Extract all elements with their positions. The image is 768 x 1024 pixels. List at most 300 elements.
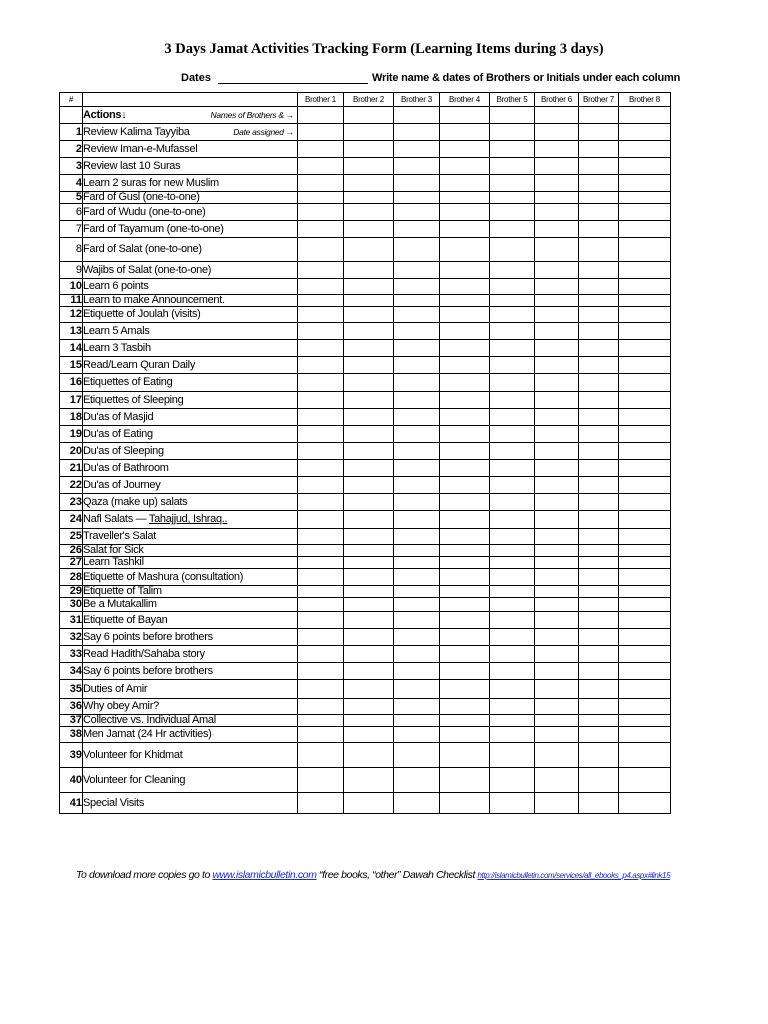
checkoff-cell[interactable] (619, 175, 671, 192)
checkoff-cell[interactable] (440, 727, 490, 743)
checkoff-cell[interactable] (535, 663, 579, 680)
checkoff-cell[interactable] (344, 192, 394, 204)
checkoff-cell[interactable] (344, 680, 394, 699)
checkoff-cell[interactable] (535, 477, 579, 494)
checkoff-cell[interactable] (619, 392, 671, 409)
checkoff-cell[interactable] (490, 392, 535, 409)
checkoff-cell[interactable] (298, 680, 344, 699)
checkoff-cell[interactable] (344, 443, 394, 460)
checkoff-cell[interactable] (394, 557, 440, 569)
checkoff-cell[interactable] (344, 477, 394, 494)
checkoff-cell[interactable] (619, 426, 671, 443)
checkoff-cell[interactable] (394, 192, 440, 204)
checkoff-cell[interactable] (535, 175, 579, 192)
checkoff-cell[interactable] (440, 743, 490, 768)
checkoff-cell[interactable] (440, 586, 490, 598)
checkoff-cell[interactable] (535, 158, 579, 175)
checkoff-cell[interactable] (298, 279, 344, 295)
checkoff-cell[interactable] (579, 262, 619, 279)
checkoff-cell[interactable] (440, 158, 490, 175)
checkoff-cell[interactable] (394, 545, 440, 557)
checkoff-cell[interactable] (394, 392, 440, 409)
checkoff-cell[interactable] (344, 238, 394, 262)
checkoff-cell[interactable] (440, 295, 490, 307)
checkoff-cell[interactable] (298, 663, 344, 680)
checkoff-cell[interactable] (344, 586, 394, 598)
checkoff-cell[interactable] (490, 680, 535, 699)
checkoff-cell[interactable] (579, 141, 619, 158)
checkoff-cell[interactable] (535, 141, 579, 158)
checkoff-cell[interactable] (440, 307, 490, 323)
checkoff-cell[interactable] (344, 204, 394, 221)
checkoff-cell[interactable] (490, 307, 535, 323)
checkoff-cell[interactable] (490, 158, 535, 175)
checkoff-cell[interactable] (490, 443, 535, 460)
checkoff-cell[interactable] (490, 204, 535, 221)
checkoff-cell[interactable] (394, 768, 440, 793)
checkoff-cell[interactable] (535, 204, 579, 221)
checkoff-cell[interactable] (440, 680, 490, 699)
checkoff-cell[interactable] (490, 715, 535, 727)
checkoff-cell[interactable] (619, 743, 671, 768)
checkoff-cell[interactable] (344, 323, 394, 340)
checkoff-cell[interactable] (298, 357, 344, 374)
checkoff-cell[interactable] (394, 340, 440, 357)
checkoff-cell[interactable] (394, 124, 440, 141)
checkoff-cell[interactable] (298, 192, 344, 204)
checkoff-cell[interactable] (490, 175, 535, 192)
checkoff-cell[interactable] (579, 279, 619, 295)
checkoff-cell[interactable] (394, 680, 440, 699)
checkoff-cell[interactable] (298, 743, 344, 768)
checkoff-cell[interactable] (579, 663, 619, 680)
checkoff-cell[interactable] (298, 727, 344, 743)
checkoff-cell[interactable] (298, 699, 344, 715)
checkoff-cell[interactable] (490, 646, 535, 663)
checkoff-cell[interactable] (619, 586, 671, 598)
checkoff-cell[interactable] (535, 307, 579, 323)
checkoff-cell[interactable] (394, 204, 440, 221)
checkoff-cell[interactable] (535, 768, 579, 793)
checkoff-cell[interactable] (440, 221, 490, 238)
checkoff-cell[interactable] (490, 793, 535, 814)
checkoff-cell[interactable] (440, 175, 490, 192)
checkoff-cell[interactable] (394, 443, 440, 460)
checkoff-cell[interactable] (490, 586, 535, 598)
checkoff-cell[interactable] (394, 323, 440, 340)
checkoff-cell[interactable] (394, 663, 440, 680)
checkoff-cell[interactable] (298, 793, 344, 814)
checkoff-cell[interactable] (579, 477, 619, 494)
checkoff-cell[interactable] (579, 124, 619, 141)
checkoff-cell[interactable] (535, 279, 579, 295)
checkoff-cell[interactable] (579, 629, 619, 646)
checkoff-cell[interactable] (440, 715, 490, 727)
checkoff-cell[interactable] (535, 545, 579, 557)
checkoff-cell[interactable] (619, 158, 671, 175)
checkoff-cell[interactable] (619, 680, 671, 699)
checkoff-cell[interactable] (298, 557, 344, 569)
checkoff-cell[interactable] (619, 238, 671, 262)
checkoff-cell[interactable] (298, 586, 344, 598)
name-entry-cell[interactable] (535, 107, 579, 124)
checkoff-cell[interactable] (579, 175, 619, 192)
checkoff-cell[interactable] (440, 569, 490, 586)
checkoff-cell[interactable] (394, 612, 440, 629)
checkoff-cell[interactable] (298, 715, 344, 727)
checkoff-cell[interactable] (440, 612, 490, 629)
checkoff-cell[interactable] (394, 727, 440, 743)
checkoff-cell[interactable] (490, 192, 535, 204)
checkoff-cell[interactable] (535, 557, 579, 569)
checkoff-cell[interactable] (344, 392, 394, 409)
checkoff-cell[interactable] (440, 557, 490, 569)
checkoff-cell[interactable] (579, 586, 619, 598)
checkoff-cell[interactable] (344, 557, 394, 569)
checkoff-cell[interactable] (344, 279, 394, 295)
checkoff-cell[interactable] (344, 545, 394, 557)
checkoff-cell[interactable] (440, 529, 490, 545)
checkoff-cell[interactable] (394, 279, 440, 295)
checkoff-cell[interactable] (490, 612, 535, 629)
checkoff-cell[interactable] (535, 511, 579, 529)
checkoff-cell[interactable] (535, 374, 579, 392)
checkoff-cell[interactable] (394, 586, 440, 598)
checkoff-cell[interactable] (394, 793, 440, 814)
checkoff-cell[interactable] (344, 494, 394, 511)
checkoff-cell[interactable] (344, 793, 394, 814)
checkoff-cell[interactable] (490, 511, 535, 529)
checkoff-cell[interactable] (535, 793, 579, 814)
checkoff-cell[interactable] (619, 715, 671, 727)
checkoff-cell[interactable] (619, 494, 671, 511)
checkoff-cell[interactable] (394, 141, 440, 158)
checkoff-cell[interactable] (440, 340, 490, 357)
checkoff-cell[interactable] (579, 768, 619, 793)
checkoff-cell[interactable] (535, 612, 579, 629)
checkoff-cell[interactable] (490, 494, 535, 511)
checkoff-cell[interactable] (394, 477, 440, 494)
checkoff-cell[interactable] (344, 221, 394, 238)
checkoff-cell[interactable] (394, 409, 440, 426)
checkoff-cell[interactable] (298, 262, 344, 279)
checkoff-cell[interactable] (490, 477, 535, 494)
name-entry-cell[interactable] (619, 107, 671, 124)
checkoff-cell[interactable] (298, 295, 344, 307)
checkoff-cell[interactable] (619, 340, 671, 357)
checkoff-cell[interactable] (579, 409, 619, 426)
checkoff-cell[interactable] (579, 680, 619, 699)
checkoff-cell[interactable] (619, 323, 671, 340)
checkoff-cell[interactable] (298, 392, 344, 409)
checkoff-cell[interactable] (579, 715, 619, 727)
checkoff-cell[interactable] (440, 323, 490, 340)
checkoff-cell[interactable] (535, 680, 579, 699)
checkoff-cell[interactable] (579, 204, 619, 221)
checkoff-cell[interactable] (344, 743, 394, 768)
checkoff-cell[interactable] (490, 279, 535, 295)
checkoff-cell[interactable] (619, 279, 671, 295)
checkoff-cell[interactable] (298, 374, 344, 392)
checkoff-cell[interactable] (440, 663, 490, 680)
checkoff-cell[interactable] (440, 629, 490, 646)
checkoff-cell[interactable] (490, 238, 535, 262)
checkoff-cell[interactable] (394, 357, 440, 374)
checkoff-cell[interactable] (394, 529, 440, 545)
checkoff-cell[interactable] (298, 629, 344, 646)
checkoff-cell[interactable] (344, 262, 394, 279)
checkoff-cell[interactable] (490, 262, 535, 279)
checkoff-cell[interactable] (344, 124, 394, 141)
checkoff-cell[interactable] (619, 768, 671, 793)
checkoff-cell[interactable] (490, 699, 535, 715)
checkoff-cell[interactable] (579, 727, 619, 743)
checkoff-cell[interactable] (535, 238, 579, 262)
checkoff-cell[interactable] (440, 494, 490, 511)
checkoff-cell[interactable] (619, 460, 671, 477)
checkoff-cell[interactable] (298, 124, 344, 141)
checkoff-cell[interactable] (440, 238, 490, 262)
checkoff-cell[interactable] (579, 646, 619, 663)
checkoff-cell[interactable] (579, 545, 619, 557)
checkoff-cell[interactable] (619, 374, 671, 392)
checkoff-cell[interactable] (440, 392, 490, 409)
checkoff-cell[interactable] (619, 545, 671, 557)
checkoff-cell[interactable] (344, 768, 394, 793)
checkoff-cell[interactable] (490, 545, 535, 557)
checkoff-cell[interactable] (579, 443, 619, 460)
checkoff-cell[interactable] (298, 426, 344, 443)
checkoff-cell[interactable] (619, 793, 671, 814)
checkoff-cell[interactable] (298, 545, 344, 557)
checkoff-cell[interactable] (344, 426, 394, 443)
checkoff-cell[interactable] (579, 557, 619, 569)
checkoff-cell[interactable] (535, 460, 579, 477)
checkoff-cell[interactable] (344, 511, 394, 529)
checkoff-cell[interactable] (535, 392, 579, 409)
checkoff-cell[interactable] (579, 192, 619, 204)
checkoff-cell[interactable] (619, 511, 671, 529)
checkoff-cell[interactable] (344, 460, 394, 477)
checkoff-cell[interactable] (579, 357, 619, 374)
checkoff-cell[interactable] (579, 529, 619, 545)
name-entry-cell[interactable] (440, 107, 490, 124)
checkoff-cell[interactable] (440, 192, 490, 204)
checkoff-cell[interactable] (619, 141, 671, 158)
checkoff-cell[interactable] (440, 598, 490, 612)
checkoff-cell[interactable] (440, 262, 490, 279)
checkoff-cell[interactable] (440, 357, 490, 374)
checkoff-cell[interactable] (440, 460, 490, 477)
islamicbulletin-link[interactable]: www.islamicbulletin.com (212, 869, 317, 881)
checkoff-cell[interactable] (298, 221, 344, 238)
checkoff-cell[interactable] (298, 646, 344, 663)
checkoff-cell[interactable] (490, 357, 535, 374)
checkoff-cell[interactable] (619, 727, 671, 743)
checkoff-cell[interactable] (579, 426, 619, 443)
checkoff-cell[interactable] (440, 511, 490, 529)
checkoff-cell[interactable] (490, 768, 535, 793)
checkoff-cell[interactable] (440, 793, 490, 814)
checkoff-cell[interactable] (298, 460, 344, 477)
checkoff-cell[interactable] (394, 374, 440, 392)
checkoff-cell[interactable] (344, 158, 394, 175)
checkoff-cell[interactable] (394, 629, 440, 646)
checkoff-cell[interactable] (535, 699, 579, 715)
checkoff-cell[interactable] (394, 295, 440, 307)
checkoff-cell[interactable] (344, 569, 394, 586)
name-entry-cell[interactable] (298, 107, 344, 124)
checkoff-cell[interactable] (298, 340, 344, 357)
checkoff-cell[interactable] (579, 494, 619, 511)
checkoff-cell[interactable] (619, 612, 671, 629)
checkoff-cell[interactable] (298, 204, 344, 221)
checkoff-cell[interactable] (440, 409, 490, 426)
checkoff-cell[interactable] (579, 460, 619, 477)
checkoff-cell[interactable] (490, 323, 535, 340)
checkoff-cell[interactable] (535, 727, 579, 743)
checkoff-cell[interactable] (298, 409, 344, 426)
checkoff-cell[interactable] (298, 141, 344, 158)
checkoff-cell[interactable] (619, 477, 671, 494)
checkoff-cell[interactable] (344, 727, 394, 743)
checkoff-cell[interactable] (579, 569, 619, 586)
checkoff-cell[interactable] (344, 175, 394, 192)
checkoff-cell[interactable] (535, 192, 579, 204)
checkoff-cell[interactable] (535, 443, 579, 460)
checkoff-cell[interactable] (490, 460, 535, 477)
checkoff-cell[interactable] (490, 663, 535, 680)
checkoff-cell[interactable] (440, 545, 490, 557)
name-entry-cell[interactable] (490, 107, 535, 124)
checkoff-cell[interactable] (440, 374, 490, 392)
checkoff-cell[interactable] (344, 409, 394, 426)
checkoff-cell[interactable] (394, 175, 440, 192)
checkoff-cell[interactable] (344, 598, 394, 612)
checkoff-cell[interactable] (298, 443, 344, 460)
checkoff-cell[interactable] (298, 307, 344, 323)
checkoff-cell[interactable] (490, 221, 535, 238)
checkoff-cell[interactable] (535, 569, 579, 586)
checkoff-cell[interactable] (535, 494, 579, 511)
checkoff-cell[interactable] (344, 307, 394, 323)
checkoff-cell[interactable] (535, 323, 579, 340)
checkoff-cell[interactable] (579, 158, 619, 175)
checkoff-cell[interactable] (394, 715, 440, 727)
checkoff-cell[interactable] (490, 409, 535, 426)
checkoff-cell[interactable] (440, 426, 490, 443)
name-entry-cell[interactable] (394, 107, 440, 124)
checkoff-cell[interactable] (298, 175, 344, 192)
checkoff-cell[interactable] (579, 238, 619, 262)
checkoff-cell[interactable] (344, 340, 394, 357)
checkoff-cell[interactable] (298, 477, 344, 494)
checkoff-cell[interactable] (344, 612, 394, 629)
checkoff-cell[interactable] (535, 529, 579, 545)
checkoff-cell[interactable] (490, 727, 535, 743)
checkoff-cell[interactable] (619, 529, 671, 545)
checkoff-cell[interactable] (394, 460, 440, 477)
checkoff-cell[interactable] (535, 629, 579, 646)
checkoff-cell[interactable] (344, 629, 394, 646)
checkoff-cell[interactable] (394, 511, 440, 529)
checkoff-cell[interactable] (298, 768, 344, 793)
checkoff-cell[interactable] (440, 279, 490, 295)
checkoff-cell[interactable] (490, 529, 535, 545)
checkoff-cell[interactable] (619, 124, 671, 141)
checkoff-cell[interactable] (535, 426, 579, 443)
checkoff-cell[interactable] (298, 569, 344, 586)
checkoff-cell[interactable] (619, 569, 671, 586)
checkoff-cell[interactable] (490, 569, 535, 586)
checkoff-cell[interactable] (579, 612, 619, 629)
checkoff-cell[interactable] (298, 238, 344, 262)
checkoff-cell[interactable] (579, 374, 619, 392)
checkoff-cell[interactable] (579, 598, 619, 612)
checkoff-cell[interactable] (344, 699, 394, 715)
checkoff-cell[interactable] (440, 768, 490, 793)
checkoff-cell[interactable] (490, 743, 535, 768)
checkoff-cell[interactable] (394, 743, 440, 768)
checkoff-cell[interactable] (535, 340, 579, 357)
checkoff-cell[interactable] (490, 374, 535, 392)
checkoff-cell[interactable] (440, 646, 490, 663)
checkoff-cell[interactable] (440, 204, 490, 221)
checkoff-cell[interactable] (535, 124, 579, 141)
checkoff-cell[interactable] (579, 793, 619, 814)
checkoff-cell[interactable] (298, 323, 344, 340)
checkoff-cell[interactable] (490, 557, 535, 569)
checkoff-cell[interactable] (535, 743, 579, 768)
checkoff-cell[interactable] (579, 295, 619, 307)
checkoff-cell[interactable] (619, 409, 671, 426)
checkoff-cell[interactable] (490, 629, 535, 646)
checkoff-cell[interactable] (344, 663, 394, 680)
checkoff-cell[interactable] (579, 323, 619, 340)
checkoff-cell[interactable] (394, 262, 440, 279)
checkoff-cell[interactable] (490, 141, 535, 158)
name-entry-cell[interactable] (579, 107, 619, 124)
checkoff-cell[interactable] (394, 646, 440, 663)
checkoff-cell[interactable] (619, 443, 671, 460)
checkoff-cell[interactable] (394, 307, 440, 323)
checkoff-cell[interactable] (298, 494, 344, 511)
checkoff-cell[interactable] (535, 598, 579, 612)
checkoff-cell[interactable] (535, 586, 579, 598)
checkoff-cell[interactable] (579, 392, 619, 409)
checkoff-cell[interactable] (298, 529, 344, 545)
checkoff-cell[interactable] (535, 409, 579, 426)
checkoff-cell[interactable] (619, 646, 671, 663)
checkoff-cell[interactable] (619, 192, 671, 204)
checkoff-cell[interactable] (579, 340, 619, 357)
checkoff-cell[interactable] (394, 494, 440, 511)
checkoff-cell[interactable] (619, 663, 671, 680)
checkoff-cell[interactable] (394, 426, 440, 443)
checkoff-cell[interactable] (298, 612, 344, 629)
checkoff-cell[interactable] (619, 221, 671, 238)
checkoff-cell[interactable] (490, 124, 535, 141)
checkoff-cell[interactable] (619, 557, 671, 569)
checkoff-cell[interactable] (619, 295, 671, 307)
checkoff-cell[interactable] (619, 262, 671, 279)
checkoff-cell[interactable] (535, 262, 579, 279)
checkoff-cell[interactable] (535, 357, 579, 374)
checkoff-cell[interactable] (394, 221, 440, 238)
checkoff-cell[interactable] (394, 158, 440, 175)
checkoff-cell[interactable] (344, 529, 394, 545)
checkoff-cell[interactable] (344, 141, 394, 158)
